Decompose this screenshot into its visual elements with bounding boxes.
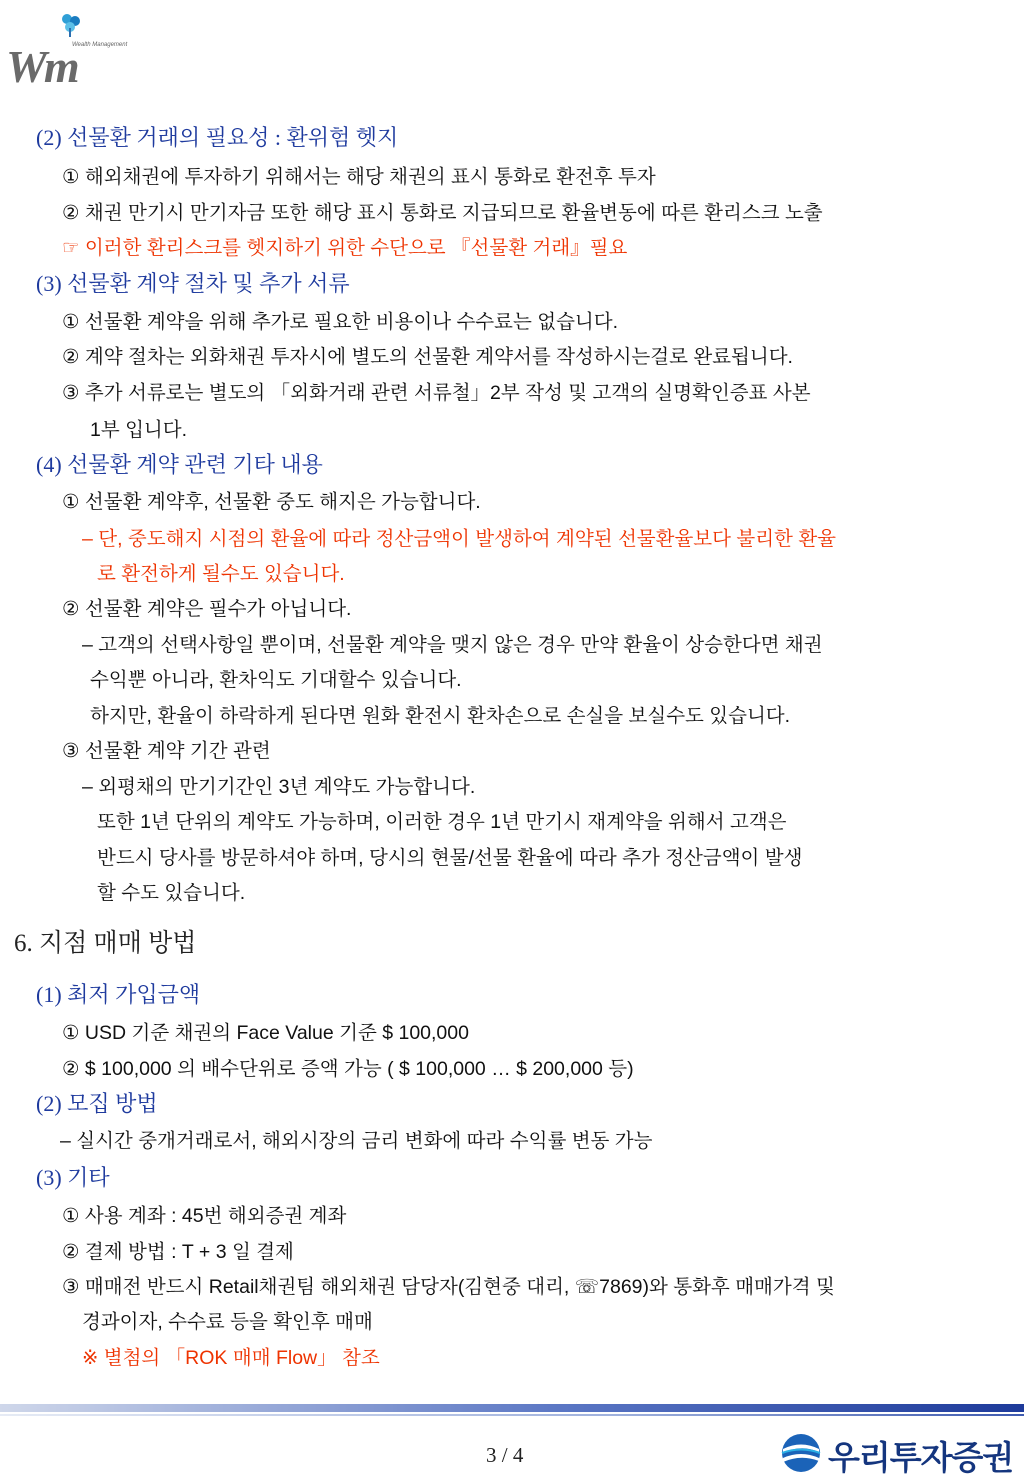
body-text-line: ② 채권 만기시 만기자금 또한 해당 표시 통화로 지급되므로 환율변동에 따른 환리스크 노출 [62,202,823,224]
body-text-line: ③ 선물환 계약 기간 관련 [62,740,271,762]
chapter-heading: 6. 지점 매매 방법 [14,930,197,957]
body-text-line: ② $ 100,000 의 배수단위로 증액 가능 ( $ 100,000 … $ 200,000 등) [62,1058,634,1080]
body-text-line: 1부 입니다. [90,419,188,441]
brand-name: 우리투자증권 [828,1438,1014,1477]
section-heading: (3) 선물환 계약 절차 및 추가 서류 [36,271,350,296]
body-text-line: ① 해외채권에 투자하기 위해서는 해당 채권의 표시 통화로 환전후 투자 [62,166,656,188]
body-text-line: – 외평채의 만기기간인 3년 계약도 가능합니다. [82,776,476,798]
body-text-line: 반드시 당사를 방문하셔야 하며, 당시의 현물/선물 환율에 따라 추가 정산금액이 발생 [97,847,803,869]
body-text-line: – 실시간 중개거래로서, 해외시장의 금리 변화에 따라 수익률 변동 가능 [60,1130,653,1152]
body-text-line: ① 선물환 계약을 위해 추가로 필요한 비용이나 수수료는 없습니다. [62,311,619,333]
warning-text: ☞ 이러한 환리스크를 헷지하기 위한 수단으로 『선물환 거래』필요 [62,237,628,259]
body-text-line: 할 수도 있습니다. [97,882,246,904]
body-text-line: ① USD 기준 채권의 Face Value 기준 $ 100,000 [62,1022,469,1044]
body-text-line: 수익뿐 아니라, 환차익도 기대할수 있습니다. [90,669,462,691]
body-text-line: 또한 1년 단위의 계약도 가능하며, 이러한 경우 1년 만기시 재계약을 위해서 고객은 [97,811,787,833]
body-text-line: ② 결제 방법 : T + 3 일 결제 [62,1241,294,1263]
footer-rule [0,1404,1024,1412]
wealth-management-logo [6,12,136,92]
section-heading: (4) 선물환 계약 관련 기타 내용 [36,452,323,477]
warning-text: 로 환전하게 될수도 있습니다. [97,563,345,585]
body-text-line: ② 계약 절차는 외화채권 투자시에 별도의 선물환 계약서를 작성하시는걸로 완료됩니다. [62,346,793,368]
company-brand [780,1430,1020,1477]
section-heading: (1) 최저 가입금액 [36,982,201,1007]
footer-rule-thin [0,1414,1024,1416]
body-text-line: ③ 매매전 반드시 Retail채권팀 해외채권 담당자(김현중 대리, ☏7869)와 통화후 매매가격 및 [62,1276,835,1298]
logo-subtitle: Wealth Management [72,42,128,48]
clover-icon [58,12,82,38]
logo-text: Wm [6,41,77,92]
body-text-line: – 고객의 선택사항일 뿐이며, 선물환 계약을 맺지 않은 경우 만약 환율이 상승한다면 채권 [82,634,823,656]
page-number: 3 / 4 [486,1443,524,1467]
body-text-line: ① 선물환 계약후, 선물환 중도 해지은 가능합니다. [62,491,481,513]
section-heading: (2) 모집 방법 [36,1091,158,1116]
body-text-line: ② 선물환 계약은 필수가 아닙니다. [62,598,352,620]
body-text-line: ① 사용 계좌 : 45번 해외증권 계좌 [62,1205,347,1227]
body-text-line: ③ 추가 서류로는 별도의 「외화거래 관련 서류철」2부 작성 및 고객의 실명확인증표 사본 [62,382,811,404]
section-heading: (3) 기타 [36,1165,110,1190]
warning-text: ※ 별첨의 「ROK 매매 Flow」 참조 [82,1347,380,1369]
body-text-line: 하지만, 환율이 하락하게 된다면 원화 환전시 환차손으로 손실을 보실수도 있습니다. [90,705,791,727]
brand-globe-icon [780,1432,822,1474]
body-text-line: 경과이자, 수수료 등을 확인후 매매 [82,1311,373,1333]
warning-text: – 단, 중도해지 시점의 환율에 따라 정산금액이 발생하여 계약된 선물환율보다 불리한 환율 [82,528,836,550]
section-heading: (2) 선물환 거래의 필요성 : 환위험 헷지 [36,125,399,150]
